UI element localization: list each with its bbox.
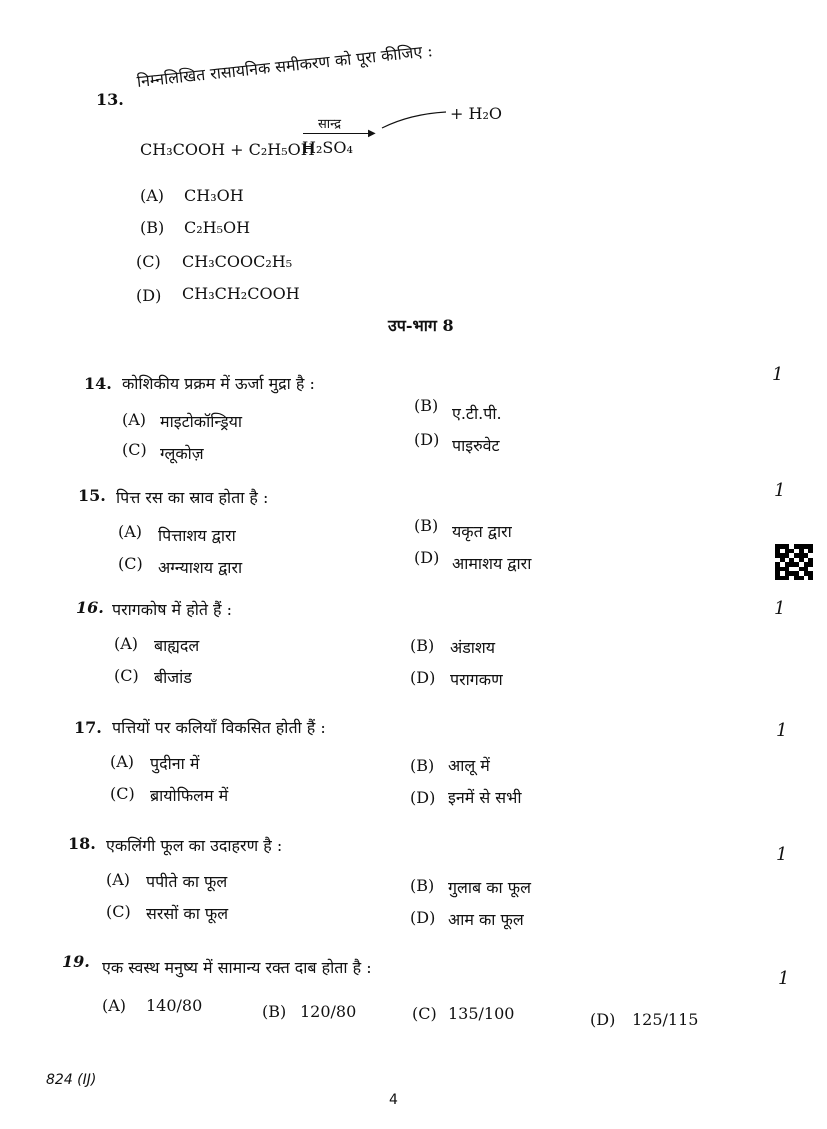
q14-option-d: पाइरुवेट [452,436,500,455]
q17-option-d-label: (D) [410,788,436,807]
q18-option-a: पपीते का फूल [146,872,228,891]
q13-equation-condition: सान्द्र [318,117,342,132]
q16-text: परागकोष में होते हैं : [112,600,233,619]
q13-option-c-label: (C) [136,252,161,271]
qr-code-icon [775,544,813,580]
q15-marks: 1 [774,480,786,501]
q13-option-c: CH₃COOC₂H₅ [182,252,293,271]
q19-marks: 1 [778,968,790,989]
q18-option-b: गुलाब का फूल [448,878,531,897]
q15-option-d-label: (D) [414,548,440,567]
q15-option-b: यकृत द्वारा [452,522,512,541]
q16-option-d: परागकण [450,670,503,689]
q18-option-c: सरसों का फूल [146,904,229,923]
q16-option-c-label: (C) [114,666,139,685]
q13-option-b: C₂H₅OH [184,218,251,237]
q18-marks: 1 [776,844,788,865]
page-number: 4 [389,1092,398,1108]
q15-option-c-label: (C) [118,554,143,573]
q17-option-a: पुदीना में [150,754,200,773]
q13-equation-right: + H₂O [450,104,502,123]
q13-option-a: CH₃OH [184,186,244,205]
q19-option-c-label: (C) [412,1004,437,1023]
q17-option-b: आलू में [448,756,490,775]
q18-number: 18. [68,834,96,853]
q13-option-b-label: (B) [140,218,165,237]
q18-text: एकलिंगी फूल का उदाहरण है : [106,836,283,855]
q18-option-a-label: (A) [106,870,131,889]
q19-option-a: 140/80 [146,996,203,1015]
q19-option-a-label: (A) [102,996,127,1015]
q17-option-c: ब्रायोफिलम में [150,786,229,805]
q18-option-d: आम का फूल [448,910,524,929]
q14-option-b: ए.टी.पी. [452,404,502,423]
q16-marks: 1 [774,598,786,619]
q19-option-d-label: (D) [590,1010,616,1029]
q16-option-a: बाह्यदल [154,636,200,655]
q13-equation-left: CH₃COOH + C₂H₅OH [140,140,315,159]
q17-option-d: इनमें से सभी [448,788,522,807]
q14-option-b-label: (B) [414,396,439,415]
q19-option-c: 135/100 [448,1004,515,1023]
q19-option-d: 125/115 [632,1010,699,1029]
q16-option-b-label: (B) [410,636,435,655]
q14-option-a-label: (A) [122,410,147,429]
q15-option-a: पित्ताशय द्वारा [158,526,236,545]
q16-option-b: अंडाशय [450,638,496,657]
q13-equation-catalyst: H₂SO₄ [302,138,353,157]
q18-option-b-label: (B) [410,876,435,895]
q15-text: पित्त रस का स्राव होता है : [116,488,269,507]
q15-option-c: अग्न्याशय द्वारा [158,558,243,577]
q18-option-c-label: (C) [106,902,131,921]
q15-option-a-label: (A) [118,522,143,541]
q16-number: 16. [76,598,104,617]
q14-number: 14. [84,374,112,393]
q13-option-d: CH₃CH₂COOH [182,284,300,303]
q17-option-c-label: (C) [110,784,135,803]
q15-option-d: आमाशय द्वारा [452,554,532,573]
q15-option-b-label: (B) [414,516,439,535]
q18-option-d-label: (D) [410,908,436,927]
q13-option-d-label: (D) [136,286,162,305]
q17-marks: 1 [776,720,788,741]
reaction-arrow [303,133,373,134]
q19-number: 19. [62,952,90,971]
product-blank-line [380,108,450,130]
q14-marks: 1 [772,364,784,385]
q16-option-d-label: (D) [410,668,436,687]
q17-option-b-label: (B) [410,756,435,775]
q17-number: 17. [74,718,102,737]
q19-option-b: 120/80 [300,1002,357,1021]
q14-text: कोशिकीय प्रक्रम में ऊर्जा मुद्रा है : [122,374,315,393]
q16-option-c: बीजांड [154,668,192,687]
q14-option-c-label: (C) [122,440,147,459]
paper-code: 824 (IJ) [46,1072,97,1088]
q16-option-a-label: (A) [114,634,139,653]
q19-text: एक स्वस्थ मनुष्य में सामान्य रक्त दाब होता है : [102,958,372,977]
q14-option-c: ग्लूकोज़ [160,444,204,463]
q19-option-b-label: (B) [262,1002,287,1021]
q17-text: पत्तियों पर कलियाँ विकसित होती हैं : [112,718,326,737]
q15-number: 15. [78,486,106,505]
section-heading: उप-भाग 8 [388,316,454,335]
q13-number: 13. [96,90,124,109]
q14-option-d-label: (D) [414,430,440,449]
q17-option-a-label: (A) [110,752,135,771]
q14-option-a: माइटोकॉन्ड्रिया [160,412,243,431]
q13-text: निम्नलिखित रासायनिक समीकरण को पूरा कीजिए : [135,41,434,92]
q13-option-a-label: (A) [140,186,165,205]
arrow-head-icon: ▶ [368,128,376,139]
